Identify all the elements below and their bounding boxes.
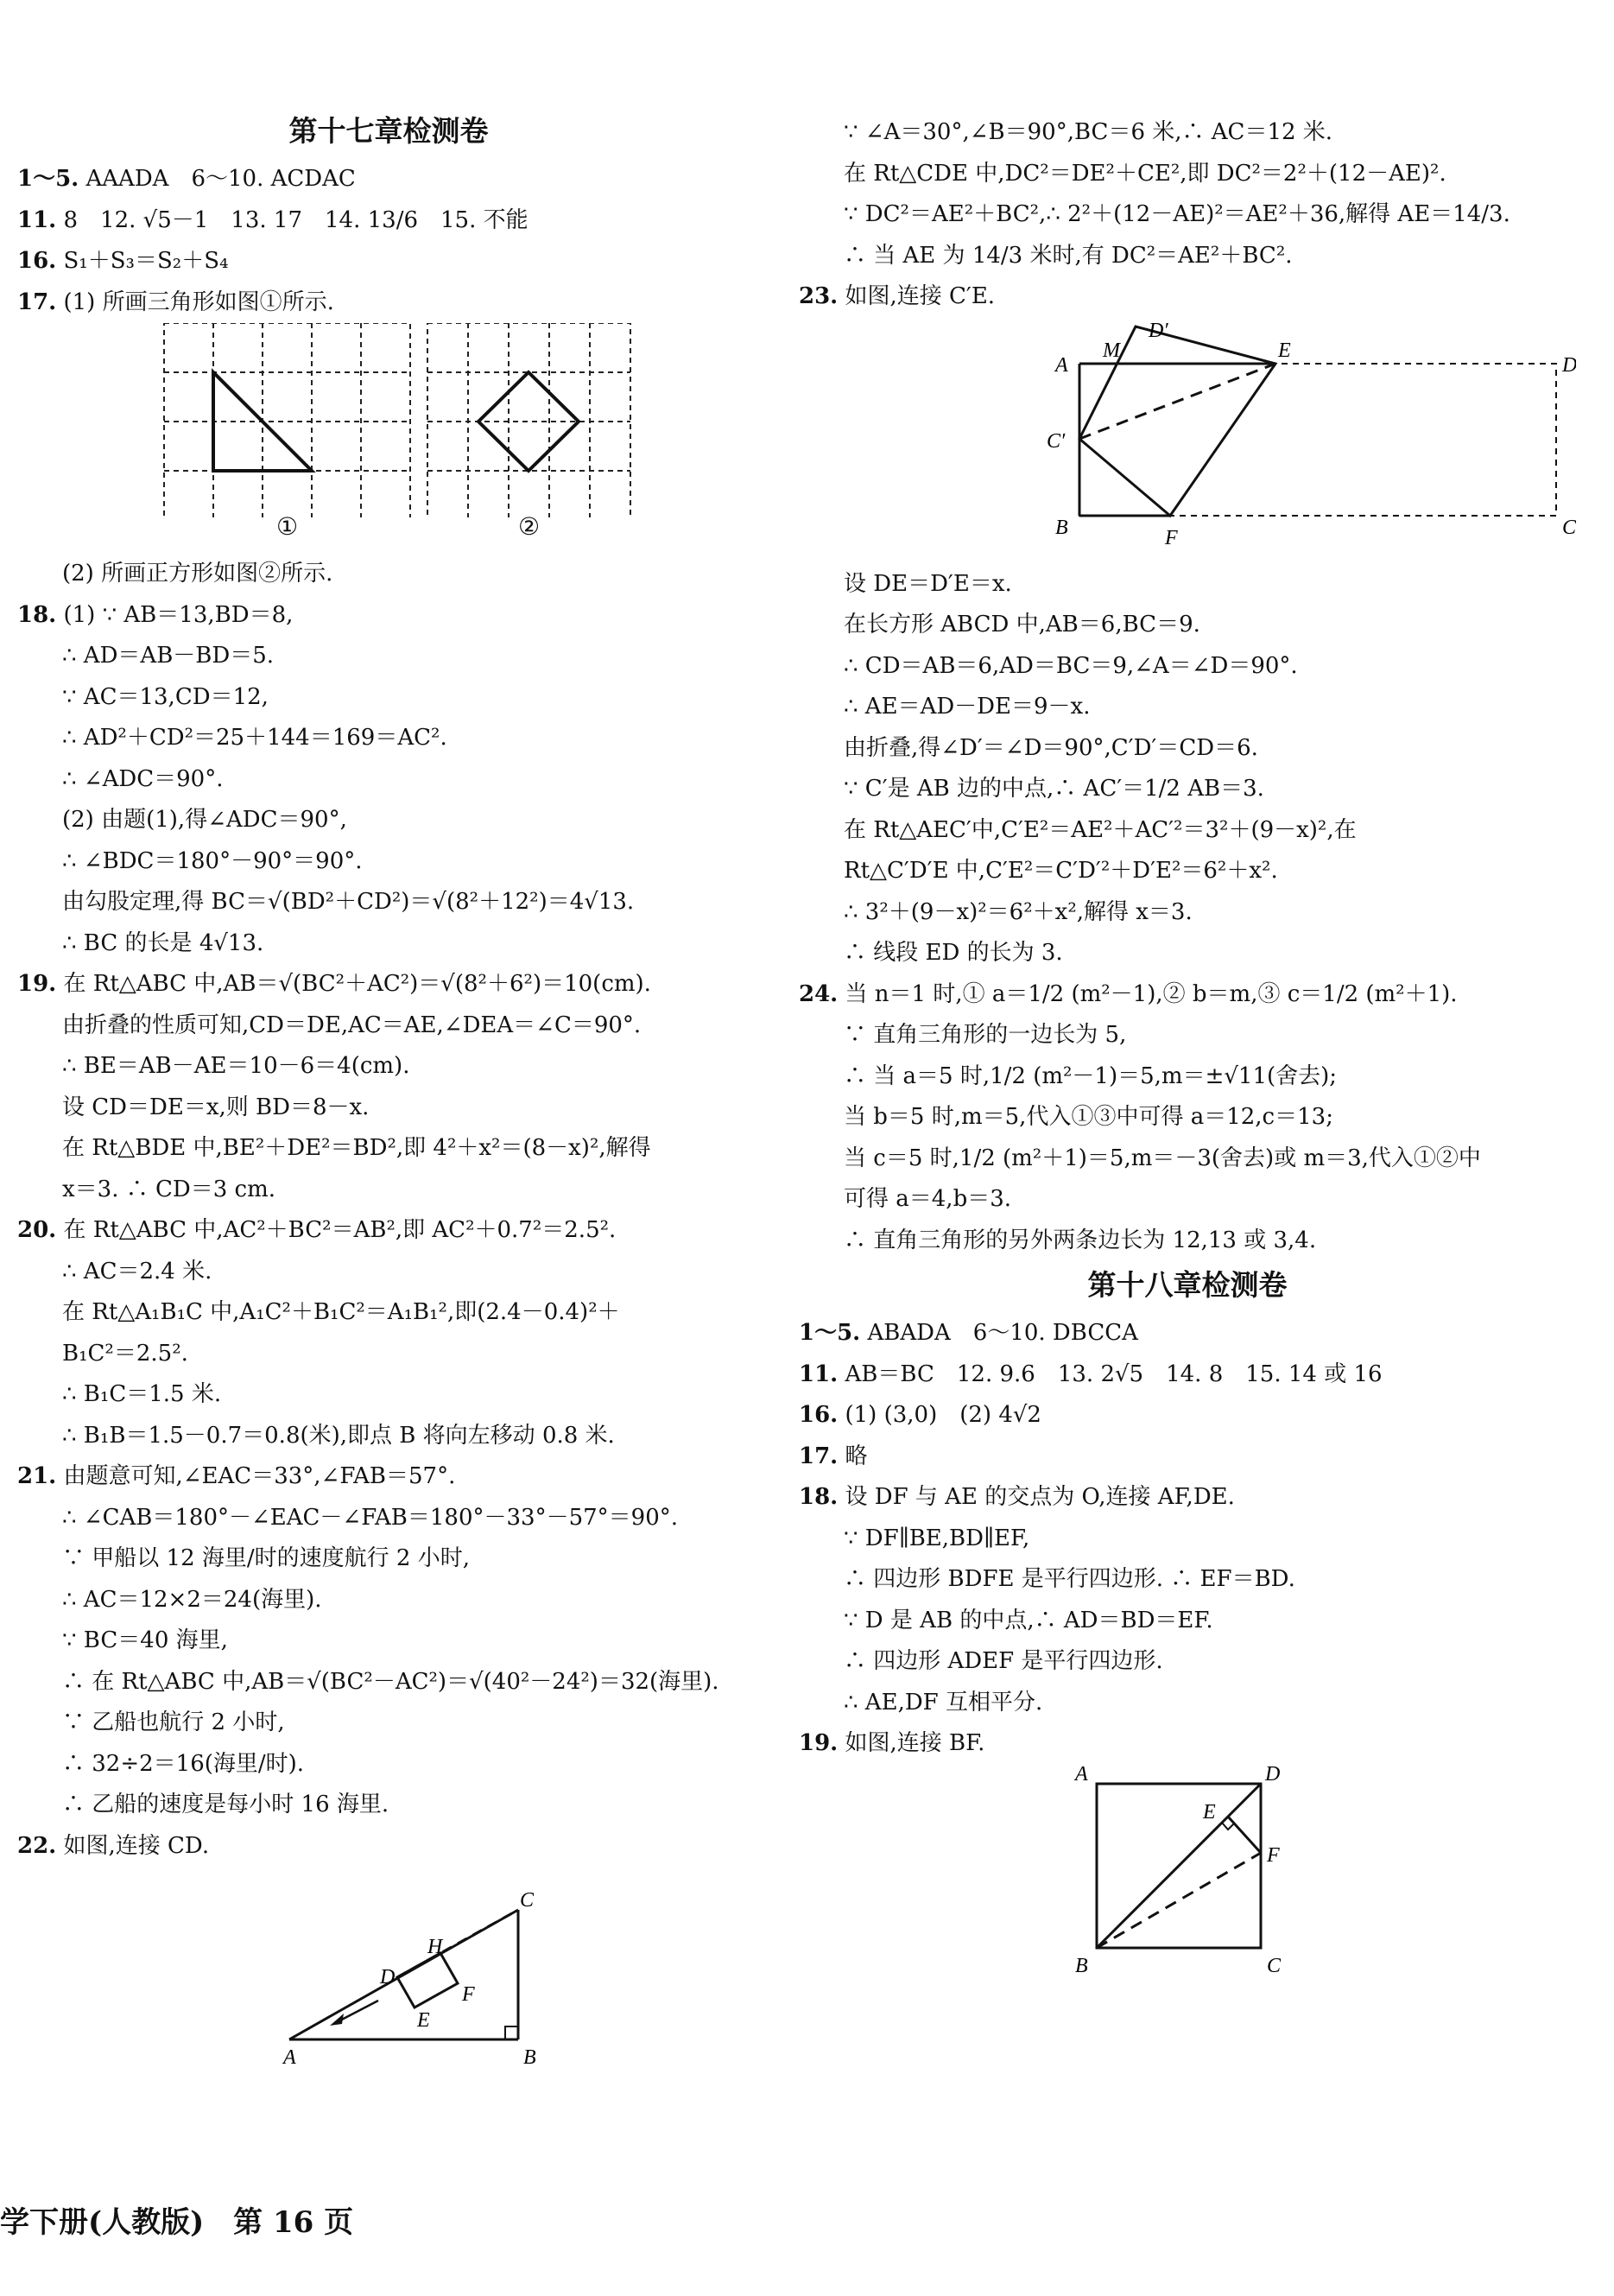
answer-text: 设 DE＝D′E＝x.	[844, 570, 1012, 597]
question-number: 19.	[799, 1730, 839, 1756]
label-B: B	[523, 2046, 536, 2065]
label-A: A	[1055, 353, 1068, 377]
answer-line	[17, 882, 760, 923]
answer-block-right-3	[799, 1313, 1576, 1765]
answer-line	[17, 1744, 760, 1785]
answer-text: ∴ AD²＋CD²＝25＋144＝169＝AC².	[62, 725, 447, 751]
answer-text: 当 n＝1 时,① a＝1/2 (m²－1),② b＝m,③ c＝1/2 (m²＋1).	[845, 980, 1458, 1007]
label-D: D	[1562, 353, 1576, 377]
answer-text: ∵ 直角三角形的一边长为 5,	[844, 1022, 1127, 1048]
answer-line	[17, 800, 760, 841]
answer-text: 由勾股定理,得 BC＝√(BD²＋CD²)＝√(8²＋12²)＝4√13.	[62, 889, 635, 915]
answer-text: ∴ 直角三角形的另外两条边长为 12,13 或 3,4.	[844, 1227, 1317, 1253]
label-F: F	[1267, 1843, 1280, 1867]
answer-block-2	[17, 554, 760, 1867]
answer-text: AAADA 6～10. ACDAC	[85, 166, 356, 192]
answer-line	[17, 841, 760, 883]
question-number: 23.	[799, 283, 839, 309]
answer-text: ∵ DF∥BE,BD∥EF,	[844, 1525, 1030, 1551]
answer-line	[799, 687, 1576, 728]
answer-text: 在长方形 ABCD 中,AB＝6,BC＝9.	[844, 612, 1200, 637]
answer-line	[17, 1334, 760, 1375]
answer-line	[17, 282, 760, 324]
answer-text: S₁＋S₃＝S₂＋S₄	[63, 248, 229, 274]
answer-line	[17, 964, 760, 1005]
question-number: 16.	[17, 248, 57, 274]
figure-22	[17, 1867, 760, 2065]
answer-text: 在 Rt△A₁B₁C 中,A₁C²＋B₁C²＝A₁B₁²,即(2.4－0.4)²＋	[62, 1299, 620, 1325]
label-C: C	[1267, 1954, 1282, 1977]
answer-line	[17, 677, 760, 719]
label-A: A	[283, 2046, 296, 2065]
page-footer: 学下册(人教版) 第 16 页	[0, 2205, 354, 2240]
figure-19	[799, 1765, 1576, 1989]
answer-text: ∵ AC＝13,CD＝12,	[62, 683, 269, 710]
question-number: 16.	[799, 1402, 839, 1428]
answer-line	[17, 1046, 760, 1088]
answer-line	[17, 1785, 760, 1826]
label-C-prime: C′	[1047, 429, 1066, 453]
answer-line	[799, 1641, 1576, 1683]
answer-text: B₁C²＝2.5².	[62, 1340, 188, 1367]
answer-text: ∵ 甲船以 12 海里/时的速度航行 2 小时,	[62, 1545, 470, 1571]
answer-line	[17, 1498, 760, 1539]
answer-line	[799, 1683, 1576, 1724]
answer-line	[799, 194, 1576, 236]
answer-line	[17, 1005, 760, 1047]
answer-block-right-2	[799, 564, 1576, 1262]
answer-line	[799, 1559, 1576, 1601]
answer-line	[799, 1138, 1576, 1180]
answer-text: 在 Rt△CDE 中,DC²＝DE²＋CE²,即 DC²＝2²＋(12－AE)².	[844, 160, 1446, 187]
answer-line	[17, 1088, 760, 1129]
answer-text: ∴ ∠ADC＝90°.	[62, 765, 224, 792]
answer-block	[17, 159, 760, 323]
answer-line	[799, 1437, 1576, 1478]
question-number: 18.	[799, 1484, 839, 1510]
answer-line	[799, 1477, 1576, 1519]
answer-text: ∴ BC 的长是 4√13.	[62, 929, 264, 956]
answer-text: ∴ 在 Rt△ABC 中,AB＝√(BC²－AC²)＝√(40²－24²)＝32(海里).	[62, 1668, 719, 1695]
answer-line	[17, 1456, 760, 1498]
answer-text: ∵ C′是 AB 边的中点,∴ AC′＝1/2 AB＝3.	[844, 776, 1264, 802]
answer-line	[799, 605, 1576, 646]
figure-23	[799, 318, 1576, 564]
answer-line	[799, 1179, 1576, 1221]
answer-line	[17, 1703, 760, 1744]
answer-line	[17, 1416, 760, 1457]
answer-text: 略	[845, 1443, 868, 1469]
answer-text: 可得 a＝4,b＝3.	[844, 1186, 1012, 1212]
answer-line	[17, 923, 760, 965]
label-A: A	[1075, 1764, 1088, 1785]
answer-line	[799, 1354, 1576, 1396]
label-C: C	[520, 1889, 535, 1912]
label-D: D	[1265, 1764, 1281, 1785]
answer-line	[799, 810, 1576, 852]
label-E: E	[417, 2009, 430, 2032]
incline-figure	[17, 1867, 760, 2065]
answer-text: ∵ 乙船也航行 2 小时,	[62, 1709, 285, 1735]
left-column	[17, 112, 760, 2065]
label-F: F	[1165, 526, 1178, 549]
answer-line	[17, 759, 760, 801]
answer-line	[17, 200, 760, 242]
answer-text: ∴ 当 AE 为 14/3 米时,有 DC²＝AE²＋BC².	[844, 242, 1293, 269]
label-F: F	[462, 1983, 475, 2006]
answer-line	[799, 769, 1576, 810]
question-number: 19.	[17, 971, 57, 997]
label-M: M	[1103, 339, 1120, 362]
answer-text: ∴ 线段 ED 的长为 3.	[844, 940, 1063, 966]
answer-line	[799, 154, 1576, 195]
answer-text: (1) 所画三角形如图①所示.	[63, 289, 334, 315]
question-number: 24.	[799, 980, 839, 1007]
answer-line	[799, 1097, 1576, 1138]
label-C: C	[1562, 516, 1576, 539]
answer-line	[799, 1519, 1576, 1560]
answer-line	[17, 159, 760, 200]
answer-line	[799, 1313, 1576, 1354]
answer-text: 8 12. √5－1 13. 17 14. 13/6 15. 不能	[63, 206, 529, 233]
chapter-18-title: 第十八章检测卷	[1087, 1268, 1288, 1302]
label-E: E	[1203, 1800, 1216, 1823]
answer-text: 在 Rt△ABC 中,AB＝√(BC²＋AC²)＝√(8²＋6²)＝10(cm).	[63, 971, 651, 997]
answer-text: 在 Rt△AEC′中,C′E²＝AE²＋AC′²＝3²＋(9－x)²,在	[844, 816, 1357, 843]
figure-17	[17, 323, 760, 517]
answer-line	[17, 1128, 760, 1170]
answer-line	[17, 718, 760, 759]
answer-line	[17, 1374, 760, 1416]
answer-text: Rt△C′D′E 中,C′E²＝C′D′²＋D′E²＝6²＋x².	[844, 858, 1278, 884]
question-number: 18.	[17, 601, 57, 628]
answer-text: 当 b＝5 时,m＝5,代入①③中可得 a＝12,c＝13;	[844, 1104, 1333, 1130]
answer-text: (1) ∵ AB＝13,BD＝8,	[63, 601, 294, 628]
grid-figures	[17, 323, 760, 517]
answer-text: 设 DF 与 AE 的交点为 O,连接 AF,DE.	[845, 1484, 1235, 1510]
question-number: 20.	[17, 1217, 57, 1243]
answer-text: ∴ 当 a＝5 时,1/2 (m²－1)＝5,m＝±√11(舍去);	[844, 1062, 1338, 1089]
answer-line	[17, 1621, 760, 1662]
answer-text: ∵ ∠A＝30°,∠B＝90°,BC＝6 米,∴ AC＝12 米.	[844, 119, 1333, 145]
figure-17-captions	[17, 512, 760, 554]
answer-text: (1) (3,0) (2) 4√2	[845, 1402, 1041, 1428]
answer-text: ∴ ∠BDC＝180°－90°＝90°.	[62, 847, 363, 874]
answer-line	[799, 1601, 1576, 1642]
answer-text: ∴ BE＝AB－AE＝10－6＝4(cm).	[62, 1053, 410, 1079]
answer-text: 由题意可知,∠EAC＝33°,∠FAB＝57°.	[63, 1463, 456, 1489]
answer-line	[799, 276, 1576, 318]
answer-text: 设 CD＝DE＝x,则 BD＝8－x.	[62, 1094, 370, 1120]
question-number: 1～5.	[799, 1320, 861, 1346]
answer-line	[17, 554, 760, 595]
label-H: H	[427, 1936, 443, 1958]
answer-text: ∵ DC²＝AE²＋BC²,∴ 2²＋(12－AE)²＝AE²＋36,解得 AE＝14/3.	[844, 201, 1510, 227]
answer-text: AB＝BC 12. 9.6 13. 2√5 14. 8 15. 14 或 16	[845, 1360, 1383, 1387]
answer-line	[799, 1056, 1576, 1098]
label-B: B	[1075, 1954, 1088, 1977]
answer-text: ∵ BC＝40 海里,	[62, 1627, 228, 1653]
answer-block-right	[799, 112, 1576, 318]
answer-text: ∴ AE,DF 互相平分.	[844, 1689, 1043, 1716]
answer-line	[799, 646, 1576, 688]
label-E: E	[1278, 339, 1291, 362]
answer-line	[799, 1723, 1576, 1765]
answer-text: 如图,连接 CD.	[63, 1832, 210, 1859]
answer-line	[799, 1015, 1576, 1056]
answer-text: ∴ ∠CAB＝180°－∠EAC－∠FAB＝180°－33°－57°＝90°.	[62, 1504, 679, 1531]
question-number: 21.	[17, 1463, 57, 1489]
answer-line	[17, 636, 760, 677]
answer-line	[17, 241, 760, 282]
answer-text: ∴ B₁B＝1.5－0.7＝0.8(米),即点 B 将向左移动 0.8 米.	[62, 1422, 615, 1449]
answer-text: ∴ AC＝2.4 米.	[62, 1258, 212, 1284]
answer-text: ∴ AD＝AB－BD＝5.	[62, 643, 275, 669]
figure-label-2: ②	[518, 512, 541, 541]
answer-text: ∴ AC＝12×2＝24(海里).	[62, 1586, 322, 1613]
answer-line	[17, 1170, 760, 1211]
chapter-17-title: 第十七章检测卷	[288, 114, 489, 148]
question-number: 11.	[17, 206, 57, 233]
question-number: 17.	[17, 289, 57, 315]
answer-text: 如图,连接 BF.	[845, 1730, 985, 1756]
answer-text: ABADA 6～10. DBCCA	[867, 1320, 1138, 1346]
answer-text: x＝3. ∴ CD＝3 cm.	[62, 1176, 276, 1202]
answer-line	[799, 1395, 1576, 1437]
answer-line	[17, 1292, 760, 1334]
answer-line	[17, 1252, 760, 1293]
answer-text: (2) 由题(1),得∠ADC＝90°,	[62, 807, 347, 833]
answer-text: ∴ 四边形 BDFE 是平行四边形. ∴ EF＝BD.	[844, 1566, 1295, 1592]
answer-line	[799, 236, 1576, 277]
answer-text: ∴ B₁C＝1.5 米.	[62, 1381, 222, 1407]
triangle-shape	[213, 372, 312, 471]
answer-text: ∴ 乙船的速度是每小时 16 海里.	[62, 1792, 389, 1817]
answer-line	[17, 1826, 760, 1868]
answer-text: ∴ AE＝AD－DE＝9－x.	[844, 694, 1091, 720]
answer-line	[17, 595, 760, 637]
square-figure	[799, 1765, 1576, 1989]
answer-line	[17, 1210, 760, 1252]
question-number: 22.	[17, 1832, 57, 1859]
answer-text: ∴ 32÷2＝16(海里/时).	[62, 1750, 305, 1777]
answer-text: ∴ 3²＋(9－x)²＝6²＋x²,解得 x＝3.	[844, 898, 1193, 925]
answer-line	[17, 1580, 760, 1621]
answer-line	[799, 564, 1576, 606]
folded-rectangle-figure	[799, 318, 1576, 564]
answer-line	[799, 933, 1576, 974]
answer-text: 如图,连接 C′E.	[845, 283, 996, 309]
answer-text: 由折叠的性质可知,CD＝DE,AC＝AE,∠DEA＝∠C＝90°.	[62, 1012, 642, 1038]
question-number: 17.	[799, 1443, 839, 1469]
answer-text: 当 c＝5 时,1/2 (m²＋1)＝5,m＝－3(舍去)或 m＝3,代入①②中	[844, 1145, 1481, 1171]
answer-line	[799, 112, 1576, 154]
answer-line	[17, 1662, 760, 1703]
answer-text: 由折叠,得∠D′＝∠D＝90°,C′D′＝CD＝6.	[844, 734, 1258, 761]
answer-text: ∴ CD＝AB＝6,AD＝BC＝9,∠A＝∠D＝90°.	[844, 652, 1298, 679]
answer-text: 在 Rt△BDE 中,BE²＋DE²＝BD²,即 4²＋x²＝(8－x)²,解得	[62, 1135, 651, 1161]
answer-text: 在 Rt△ABC 中,AC²＋BC²＝AB²,即 AC²＋0.7²＝2.5².	[63, 1217, 617, 1243]
answer-line	[799, 892, 1576, 934]
label-B: B	[1055, 516, 1068, 539]
answer-line	[799, 1221, 1576, 1262]
question-number: 11.	[799, 1360, 839, 1387]
label-D-prime: D′	[1149, 319, 1168, 342]
answer-text: (2) 所画正方形如图②所示.	[62, 561, 333, 587]
answer-line	[799, 728, 1576, 770]
answer-text: ∵ D 是 AB 的中点,∴ AD＝BD＝EF.	[844, 1607, 1213, 1633]
answer-text: ∴ 四边形 ADEF 是平行四边形.	[844, 1648, 1163, 1674]
question-number: 1～5.	[17, 166, 79, 192]
figure-label-1: ①	[276, 512, 299, 541]
answer-line	[799, 974, 1576, 1016]
answer-line	[799, 851, 1576, 892]
label-D: D	[380, 1966, 396, 1988]
answer-line	[17, 1538, 760, 1580]
right-column	[799, 112, 1576, 1989]
